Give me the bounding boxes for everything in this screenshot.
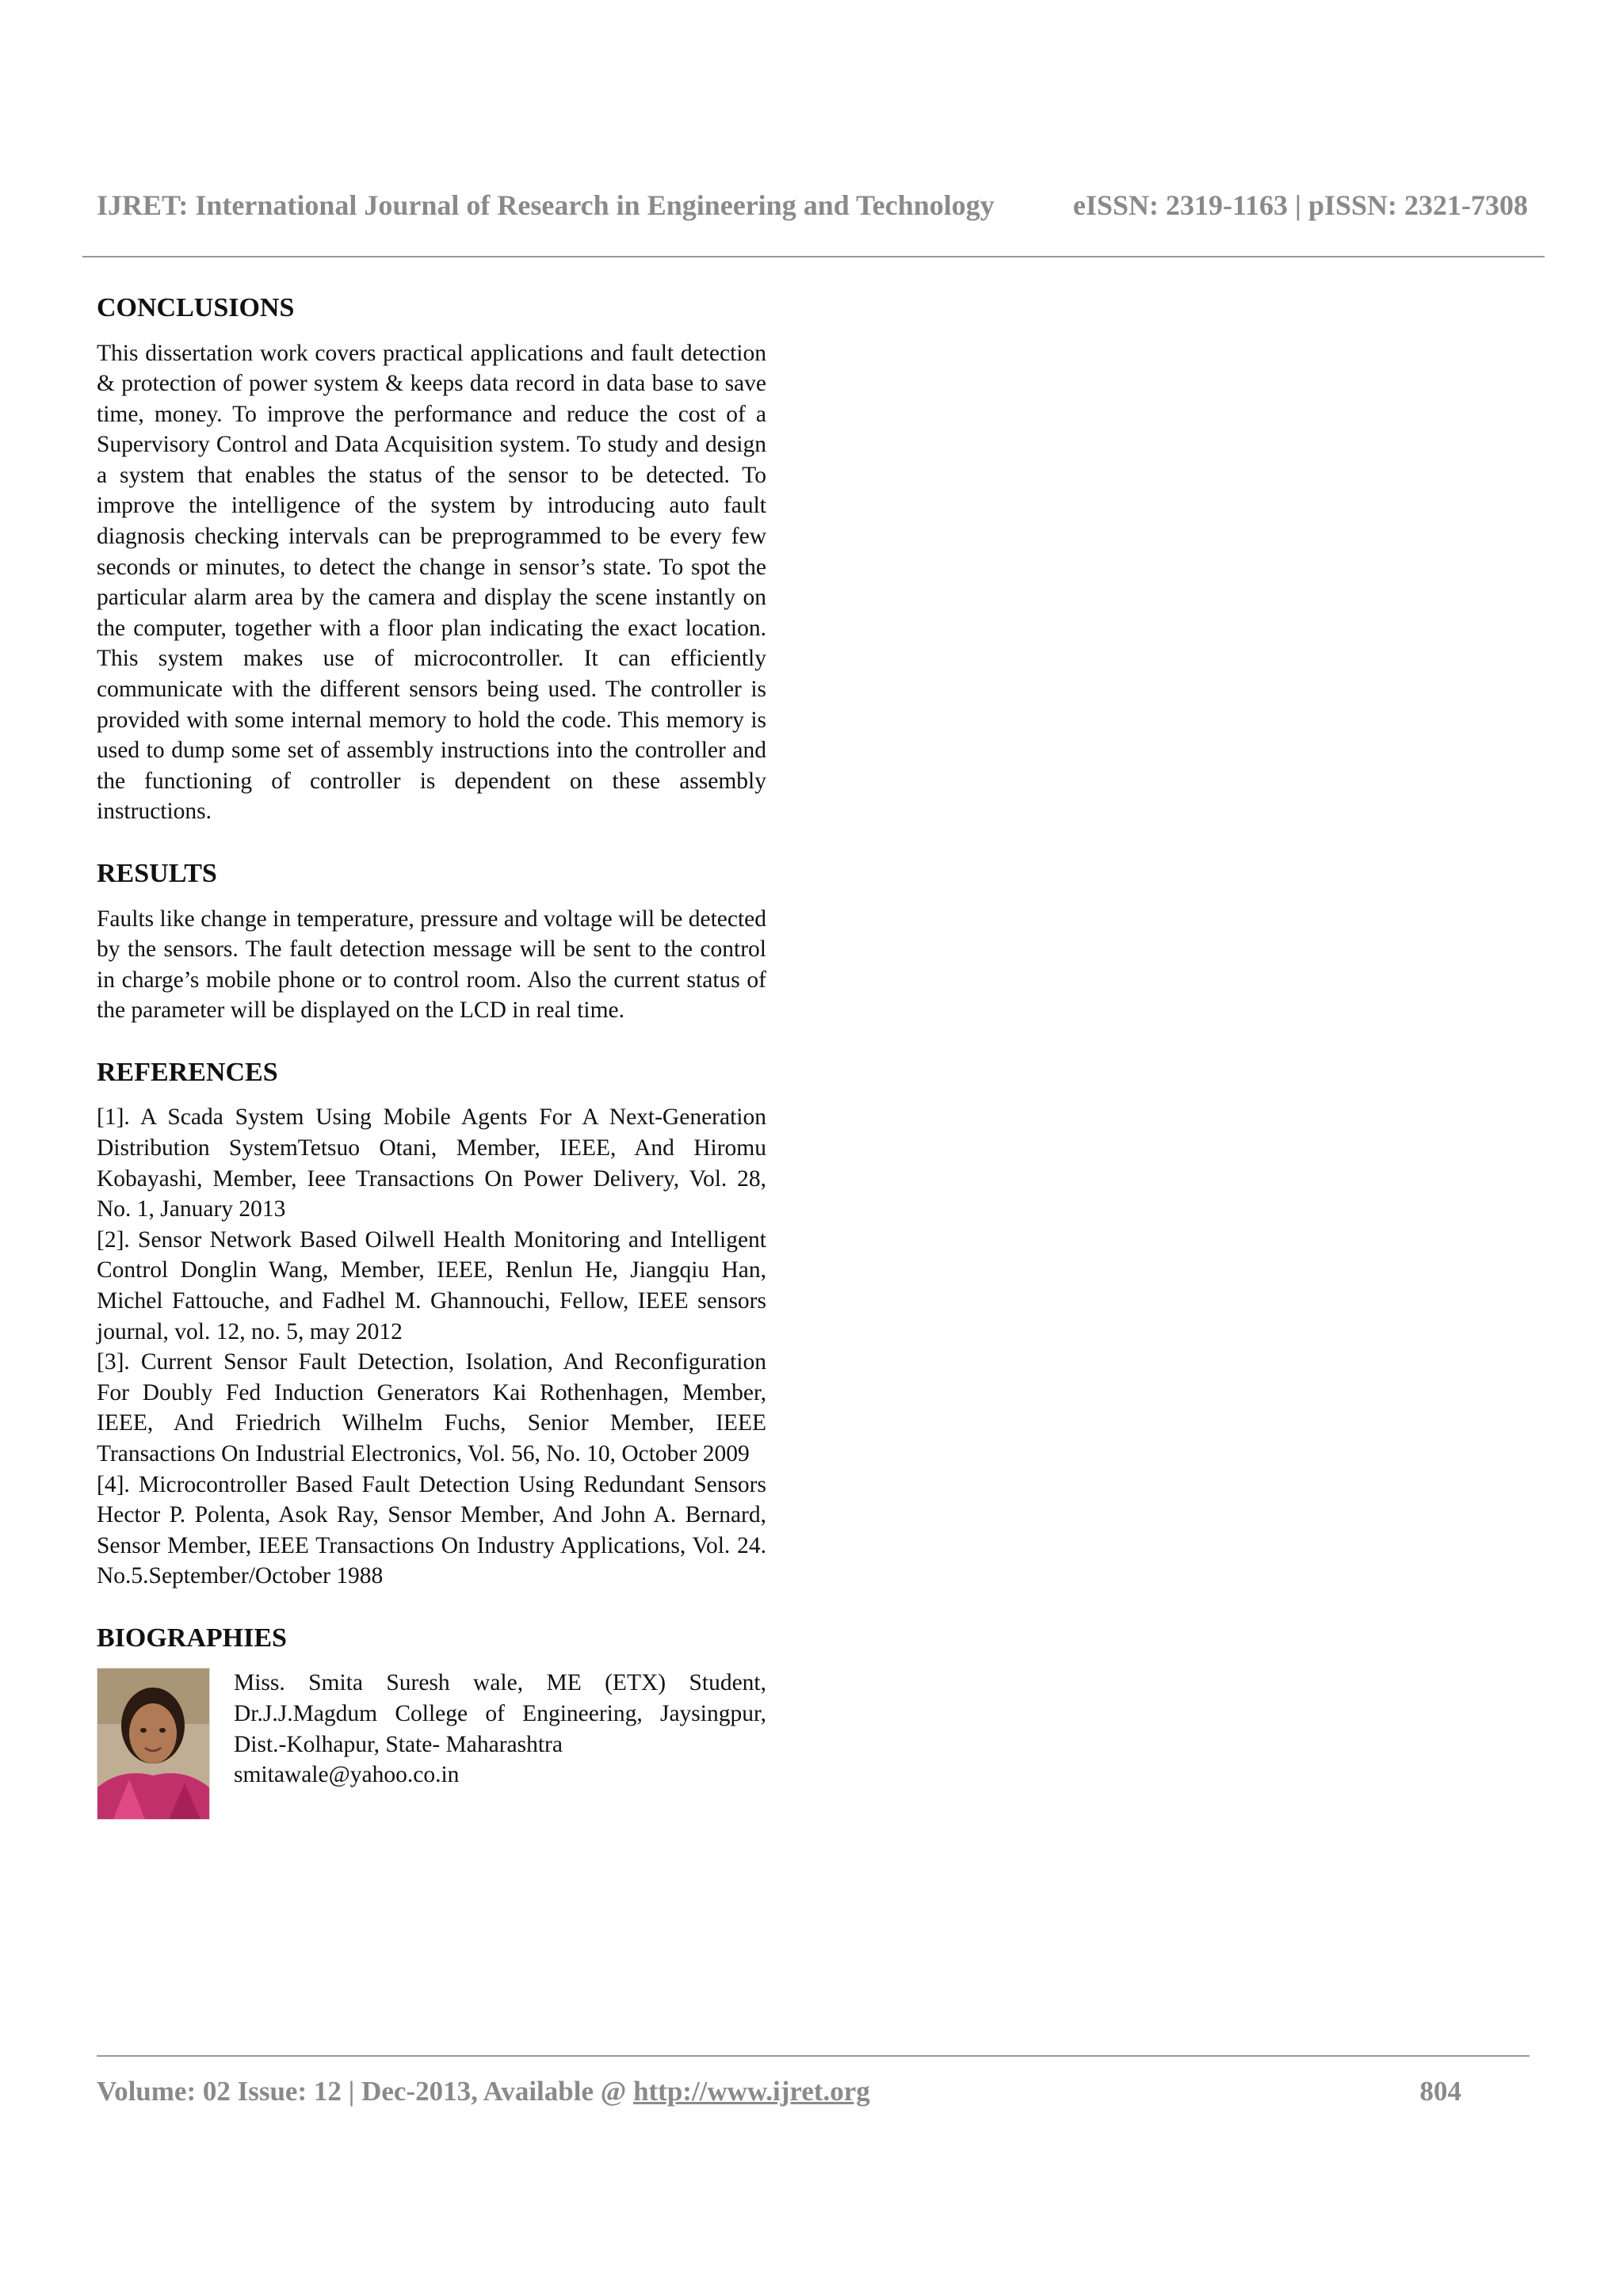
references-section [97, 1056, 766, 1592]
footer-divider [97, 2055, 1529, 2057]
conclusions-text: This dissertation work covers practical applications and fault detection & protection of power system & keeps data record in data base to save time, money. To improve the performance and reduce the cost of a Supervisory Control and Data Acquisition system. To study and design a system that enables the status of the sensor to be detected. To improve the intelligence of the system by introducing auto fault diagnosis checking intervals can be preprogrammed to be every few seconds or minutes, to detect the change in sensor’s state. To spot the particular alarm area by the camera and display the scene instantly on the computer, together with a floor plan indicating the exact location. This system makes use of microcontroller. It can efficiently communicate with the different sensors being used. The controller is provided with some internal memory to hold the code. This memory is used to dump some set of assembly instructions into the controller and the functioning of controller is dependent on these assembly instructions. [97, 340, 766, 825]
journal-link[interactable]: http://www.ijret.org [633, 2076, 870, 2107]
author-portrait-image [97, 1669, 209, 1819]
journal-title: IJRET: International Journal of Research in Engineering and Technology [97, 189, 995, 221]
results-section [97, 857, 766, 1026]
reference-item: [2]. Sensor Network Based Oilwell Health Monitoring and Intelligent Control Donglin Wang, Member, IEEE, Renlun He, Jiangqiu Han, Michel Fattouche, and Fadhel M. Ghannouchi, Fellow, IEEE sensors journal, vol. 12, no. 5, may 2012 [97, 1226, 766, 1344]
author-bio-text [234, 1668, 766, 1790]
results-text: Faults like change in temperature, pressure and voltage will be detected by the sensors. The fault detection message will be sent to the control in charge’s mobile phone or to control room. Also the current status of the parameter will be displayed on the LCD in real time. [97, 906, 766, 1024]
references-heading: REFERENCES [97, 1057, 278, 1087]
running-header [97, 189, 1528, 222]
author-photo [97, 1668, 210, 1820]
author-bio [97, 1668, 766, 1820]
author-description: Miss. Smita Suresh wale, ME (ETX) Student, Dr.J.J.Magdum College of Engineering, Jaysingpur, Dist.-Kolhapur, State- Maharashtra [234, 1670, 766, 1757]
volume-text: Volume: 02 Issue: 12 | Dec-2013, Available @ [97, 2076, 634, 2107]
volume-info [97, 2076, 870, 2107]
biographies-section [97, 1622, 766, 1821]
page-number: 804 [1419, 2076, 1461, 2107]
reference-item: [4]. Microcontroller Based Fault Detection Using Redundant Sensors Hector P. Polenta, Asok Ray, Sensor Member, And John A. Bernard, Sensor Member, IEEE Transactions On Industry Applications, Vol. 24. No.5.September/October 1988 [97, 1471, 766, 1589]
author-email: smitawale@yahoo.co.in [234, 1762, 460, 1788]
header-divider [82, 256, 1545, 257]
left-column [97, 292, 766, 1850]
results-heading: RESULTS [97, 859, 217, 888]
biographies-heading: BIOGRAPHIES [97, 1623, 287, 1653]
running-footer [97, 2076, 1461, 2107]
reference-item: [1]. A Scada System Using Mobile Agents For A Next-Generation Distribution SystemTetsuo Otani, Member, IEEE, And Hiromu Kobayashi, Member, Ieee Transactions On Power Delivery, Vol. 28, No. 1, January 2013 [97, 1104, 766, 1222]
reference-item: [3]. Current Sensor Fault Detection, Isolation, And Reconfiguration For Doubly Fed Induction Generators Kai Rothenhagen, Member, IEEE, And Friedrich Wilhelm Fuchs, Senior Member, IEEE Transactions On Industrial Electronics, Vol. 56, No. 10, October 2009 [97, 1349, 766, 1466]
conclusions-section [97, 292, 766, 827]
conclusions-heading: CONCLUSIONS [97, 293, 295, 322]
issn-info: eISSN: 2319-1163 | pISSN: 2321-7308 [1073, 189, 1528, 221]
